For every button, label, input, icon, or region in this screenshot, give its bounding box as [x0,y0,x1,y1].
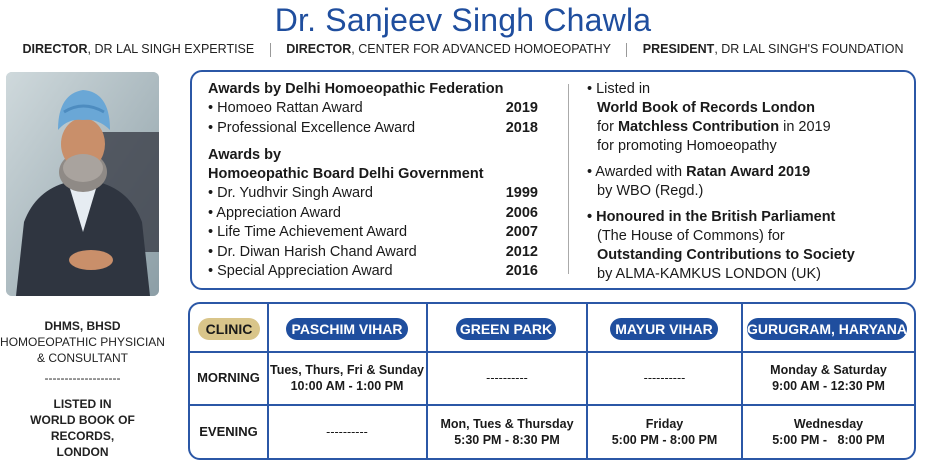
award-name: • Dr. Diwan Harish Chand Award [208,243,417,260]
role-divider [270,43,271,57]
awards-panel [190,70,916,290]
role-2-org: , CENTER FOR ADVANCED HOMOEOPATHY [351,42,611,56]
award-row [208,99,538,119]
records-line3 [587,118,907,137]
timing-days: Monday & Saturday [770,363,887,377]
roles-line [0,42,926,57]
timing-hours: 5:00 PM - 8:00 PM [611,432,718,447]
schedule-grid [190,304,914,458]
records-line3-c: in 2019 [779,119,831,135]
timing-days: Tues, Thurs, Fri & Sunday [270,363,424,377]
award-year: 2006 [505,204,538,221]
award-name: • Appreciation Award [208,204,341,221]
timing-days: ---------- [643,371,686,385]
morning-gurugram [743,352,914,404]
award-name: • Professional Excellence Award [208,119,416,136]
award-year: 2016 [505,263,538,279]
parliament-line4: by ALMA-KAMKUS LONDON (UK) [597,266,821,282]
evening-mayur-vihar [588,405,741,458]
timing-hours: 5:30 PM - 8:30 PM [454,432,560,447]
timing-hours: 9:00 AM - 12:30 PM [772,379,885,393]
qualification: DHMS, BHSD [44,319,121,333]
award-name: • Homoeo Rattan Award [208,100,363,116]
ratan-line1-a: • Awarded with [587,164,687,180]
clinic-mayur-vihar: MAYUR VIHAR [610,318,718,340]
listed-line2: WORLD BOOK OF RECORDS, [30,413,135,443]
evening-gurugram [743,405,914,458]
ratan-line1 [587,163,907,182]
award-year: 2019 [505,100,538,116]
award-row [208,262,538,282]
separator: ------------------- [44,371,121,385]
award-row [208,223,538,243]
award-name: • Special Appreciation Award [208,263,393,279]
listed-line1: LISTED IN [53,397,112,411]
clinic-gurugram: GURUGRAM, HARYANA [747,318,907,340]
role-1-org: , DR LAL SINGH EXPERTISE [87,42,255,56]
role-divider [626,43,627,57]
parliament-line2: (The House of Commons) for [597,228,785,244]
clinic-green-park: GREEN PARK [456,318,556,340]
timing-days: Wednesday [793,416,864,431]
parliament-line3: Outstanding Contributions to Society [597,247,855,263]
doctor-name: Dr. Sanjeev Singh Chawla [274,2,652,38]
parliament-line1: • Honoured in the British Parliament [587,209,836,225]
role-3-org: , DR LAL SINGH'S FOUNDATION [714,42,904,56]
evening-paschim-vihar [268,405,426,458]
ratan-line1-b: Ratan Award 2019 [686,164,811,180]
records-line1: • Listed in [587,81,651,97]
doctor-portrait-illustration [6,72,159,296]
award-year: 1999 [505,185,538,201]
records-line4: for promoting Homoeopathy [597,138,777,154]
designation-line1: HOMOEOPATHIC PHYSICIAN [0,335,165,349]
award-year: 2018 [505,119,538,136]
clinic-schedule-table [188,302,916,460]
timing-hours: 5:00 PM - 8:00 PM [772,432,885,447]
records-line3-a: for [597,119,618,135]
timing-hours: 10:00 AM - 1:00 PM [290,379,404,393]
awards-left-column [208,80,538,282]
timing-days: Friday [645,416,684,431]
evening-green-park [428,405,586,458]
timing-days: ---------- [486,371,528,385]
ratan-line2: by WBO (Regd.) [597,183,704,199]
award-name: • Dr. Yudhvir Singh Award [208,185,373,201]
designation-line2: & CONSULTANT [37,351,128,365]
board-heading-line2: Homoeopathic Board Delhi Government [208,166,484,182]
timing-days: ---------- [326,424,368,439]
morning-paschim-vihar [268,352,426,404]
role-1-title: DIRECTOR [22,42,88,56]
awards-right-column [587,80,907,284]
evening-label: EVENING [199,423,258,439]
clinic-label: CLINIC [198,318,260,340]
clinic-paschim-vihar: PASCHIM VIHAR [286,318,408,340]
listed-line3: LONDON [56,445,109,459]
timing-days: Mon, Tues & Thursday [440,416,574,431]
delhi-federation-heading: Awards by Delhi Homoeopathic Federation [208,81,504,97]
column-divider [568,84,569,274]
role-3-title: PRESIDENT [642,42,715,56]
doctor-credentials [0,318,165,460]
award-row [208,204,538,224]
morning-green-park [428,352,586,404]
board-heading-line1: Awards by [208,147,282,163]
records-line3-b: Matchless Contribution [617,119,780,135]
role-2-title: DIRECTOR [286,42,352,56]
award-row [208,243,538,263]
morning-label: MORNING [197,370,260,385]
morning-mayur-vihar [588,352,741,404]
award-year: 2007 [505,224,538,240]
award-name: • Life Time Achievement Award [208,224,408,240]
award-row [208,184,538,204]
award-row [208,119,538,139]
doctor-photo [6,72,159,296]
records-line2: World Book of Records London [597,100,816,116]
award-year: 2012 [505,243,538,260]
